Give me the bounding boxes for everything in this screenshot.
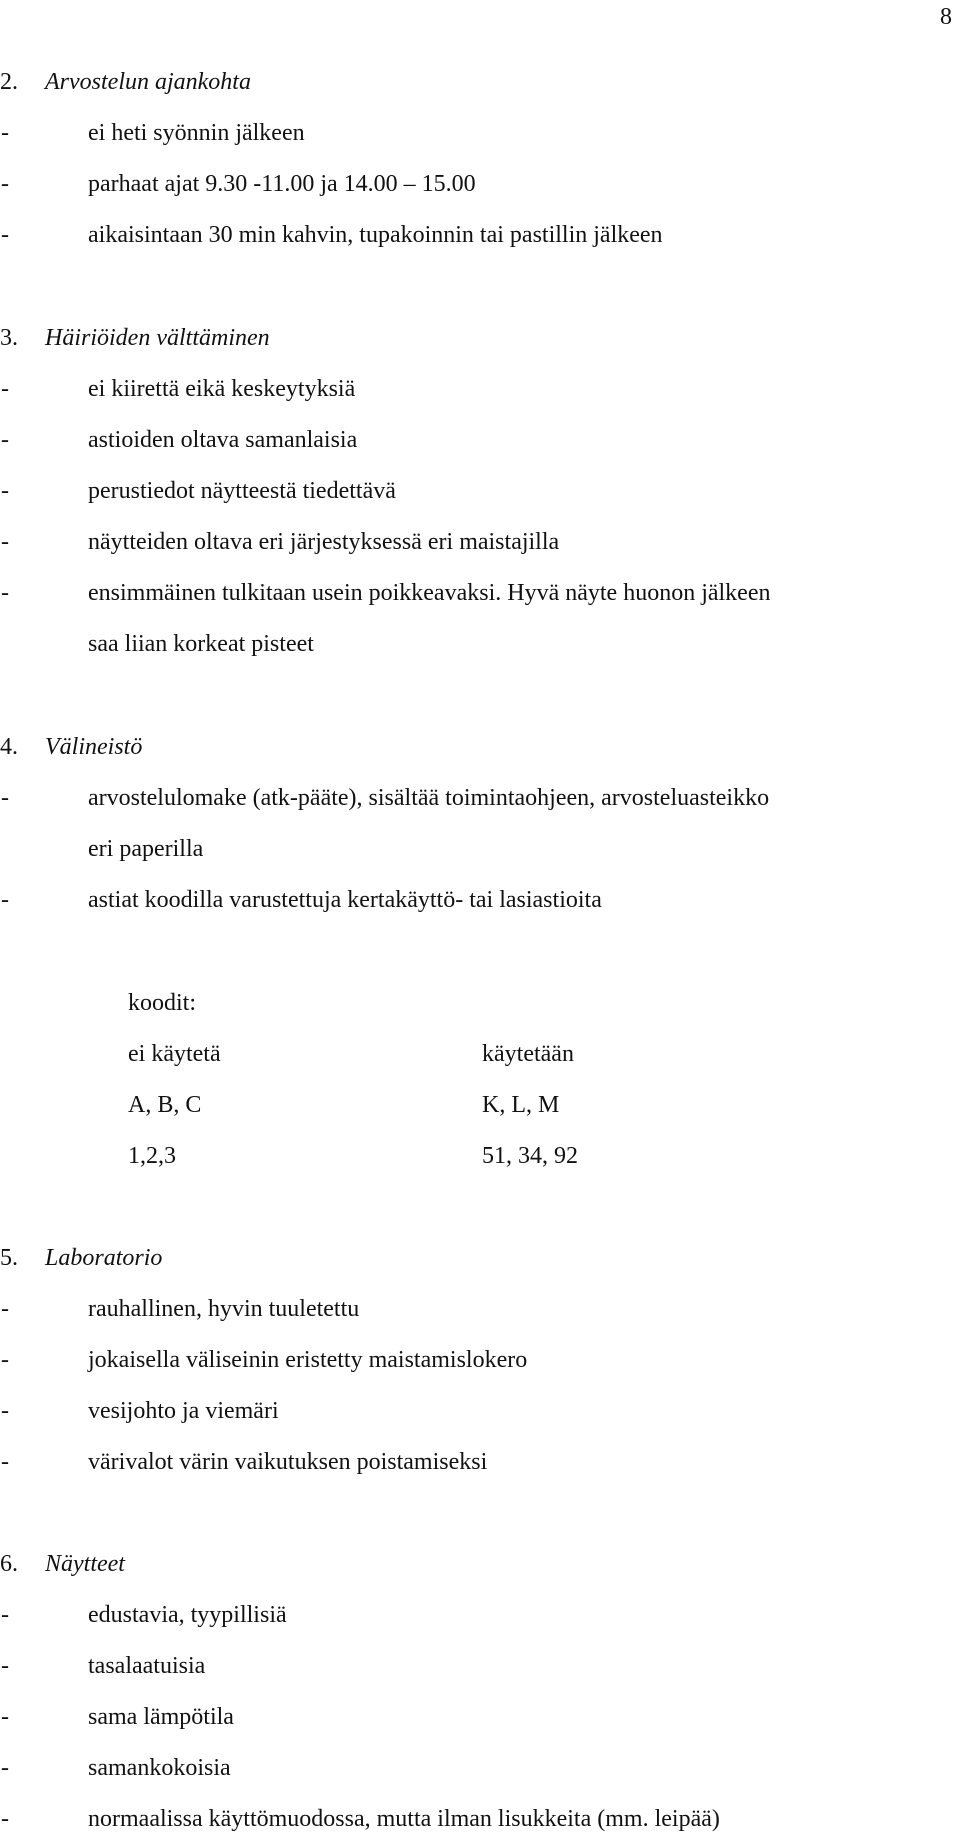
list-item-text: tasalaatuisia <box>88 1653 206 1679</box>
codes-cell: A, B, C <box>128 1092 202 1118</box>
list-item-text: ensimmäinen tulkitaan usein poikkeavaksi. Hyvä näyte huonon jälkeen <box>88 580 771 606</box>
list-item-text: edustavia, tyypillisiä <box>88 1602 287 1628</box>
list-dash: - <box>1 427 9 453</box>
list-item-text: vesijohto ja viemäri <box>88 1398 279 1424</box>
list-item-continuation: eri paperilla <box>88 836 204 862</box>
list-dash: - <box>1 887 9 913</box>
list-dash: - <box>1 785 9 811</box>
list-dash: - <box>1 1347 9 1373</box>
list-item-text: ei heti syönnin jälkeen <box>88 120 305 146</box>
page-number: 8 <box>940 4 952 30</box>
list-dash: - <box>1 580 9 606</box>
list-item-continuation: saa liian korkeat pisteet <box>88 631 314 657</box>
list-item-text: sama lämpötila <box>88 1704 234 1730</box>
list-dash: - <box>1 376 9 402</box>
list-dash: - <box>1 1755 9 1781</box>
list-dash: - <box>1 1704 9 1730</box>
codes-cell: 1,2,3 <box>128 1143 176 1169</box>
codes-column-header: käytetään <box>482 1041 574 1067</box>
section-number: 6. <box>0 1551 18 1577</box>
list-item-text: samankokoisia <box>88 1755 231 1781</box>
list-item-text: perustiedot näytteestä tiedettävä <box>88 478 396 504</box>
list-dash: - <box>1 120 9 146</box>
list-dash: - <box>1 529 9 555</box>
section-number: 2. <box>0 69 18 95</box>
section-number: 5. <box>0 1245 18 1271</box>
list-item-text: värivalot värin vaikutuksen poistamiseksi <box>88 1449 488 1475</box>
section-title: Välineistö <box>45 734 143 760</box>
section-title: Häiriöiden välttäminen <box>45 325 270 351</box>
list-dash: - <box>1 1449 9 1475</box>
section-number: 4. <box>0 734 18 760</box>
section-title: Arvostelun ajankohta <box>45 69 251 95</box>
section-title: Laboratorio <box>45 1245 163 1271</box>
codes-column-header: ei käytetä <box>128 1041 221 1067</box>
list-dash: - <box>1 171 9 197</box>
list-item-text: jokaisella väliseinin eristetty maistamislokero <box>88 1347 528 1373</box>
list-dash: - <box>1 222 9 248</box>
list-dash: - <box>1 1602 9 1628</box>
list-item-text: astiat koodilla varustettuja kertakäyttö- tai lasiastioita <box>88 887 602 913</box>
list-item-text: rauhallinen, hyvin tuuletettu <box>88 1296 360 1322</box>
list-item-text: astioiden oltava samanlaisia <box>88 427 358 453</box>
codes-label: koodit: <box>128 990 197 1016</box>
list-dash: - <box>1 1806 9 1832</box>
codes-cell: K, L, M <box>482 1092 560 1118</box>
list-dash: - <box>1 478 9 504</box>
list-item-text: parhaat ajat 9.30 -11.00 ja 14.00 – 15.00 <box>88 171 476 197</box>
list-dash: - <box>1 1398 9 1424</box>
list-dash: - <box>1 1653 9 1679</box>
list-item-text: aikaisintaan 30 min kahvin, tupakoinnin tai pastillin jälkeen <box>88 222 663 248</box>
section-number: 3. <box>0 325 18 351</box>
list-item-text: näytteiden oltava eri järjestyksessä eri maistajilla <box>88 529 560 555</box>
section-title: Näytteet <box>45 1551 125 1577</box>
list-item-text: ei kiirettä eikä keskeytyksiä <box>88 376 356 402</box>
list-item-text: normaalissa käyttömuodossa, mutta ilman lisukkeita (mm. leipää) <box>88 1806 720 1832</box>
list-dash: - <box>1 1296 9 1322</box>
list-item-text: arvostelulomake (atk-pääte), sisältää toimintaohjeen, arvosteluasteikko <box>88 785 770 811</box>
codes-cell: 51, 34, 92 <box>482 1143 578 1169</box>
